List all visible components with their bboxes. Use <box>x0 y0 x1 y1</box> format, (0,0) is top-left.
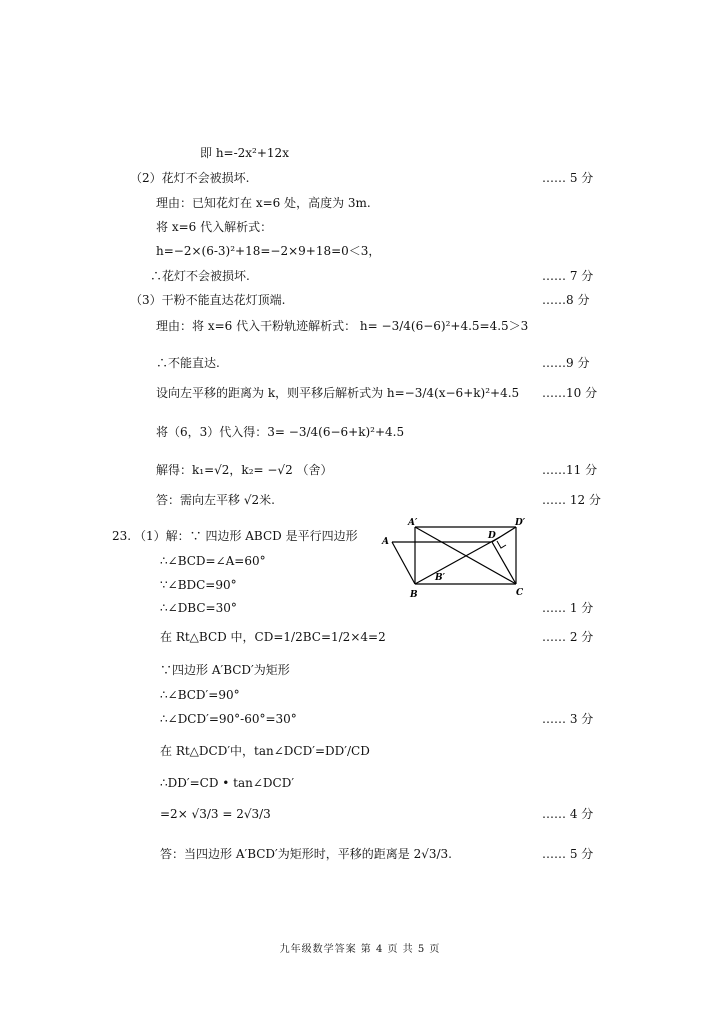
part3-reason-prefix: 理由：将 x=6 代入干粉轨迹解析式： <box>156 319 357 333</box>
label-C: C <box>516 588 524 598</box>
q23-number: 23. <box>112 529 132 543</box>
part3-shift-points: ……10 分 <box>542 386 598 400</box>
q23-step4: 在 Rt△BCD 中，CD=1/2BC=1/2×4=2 <box>160 630 386 644</box>
part3-solve: 解得：k₁=√2，k₂= −√2 （舍） <box>156 463 333 477</box>
q23-step3-points: …… 1 分 <box>542 601 594 615</box>
q23-step7-points: …… 3 分 <box>542 712 594 726</box>
line-h-expression-text: 即 h=-2x²+12x <box>200 146 289 160</box>
q23-step5: ∵四边形 A′BCD′为矩形 <box>160 663 290 677</box>
part2-substitute: 将 x=6 代入解析式： <box>156 220 273 234</box>
label-A-prime: A′ <box>408 518 418 528</box>
part3-answer: 答：需向左平移 √2米. <box>156 493 275 507</box>
q23-answer-points: …… 5 分 <box>542 847 594 861</box>
q23-intro: （1）解：∵ 四边形 ABCD 是平行四边形 <box>134 529 358 543</box>
part2-heading-points: …… 5 分 <box>542 171 594 185</box>
part3-reason <box>156 318 528 334</box>
q23-step4-points: …… 2 分 <box>542 630 594 644</box>
page-footer: 九年级数学答案 第 4 页 共 5 页 <box>279 944 441 955</box>
part3-sub: 将（6，3）代入得：3= −3/4(6−6+k)²+4.5 <box>156 425 405 439</box>
q23-step2: ∵∠BDC=90° <box>160 578 237 592</box>
geometry-figure <box>380 515 540 600</box>
label-A: A <box>382 537 389 547</box>
part3-shift: 设向左平移的距离为 k，则平移后解析式为 h=−3/4(x−6+k)²+4.5 <box>156 386 520 400</box>
part2-calc: h=−2×(6-3)²+18=−2×9+18=0＜3， <box>156 244 381 258</box>
part3-answer-points: …… 12 分 <box>542 493 601 507</box>
q23-step10: =2× √3/3 = 2√3/3 <box>160 807 271 821</box>
label-B-prime: B′ <box>435 573 445 583</box>
q23-answer: 答：当四边形 A′BCD′为矩形时，平移的距离是 2√3/3. <box>160 847 452 861</box>
part3-heading: （3）干粉不能直达花灯顶端. <box>130 293 286 307</box>
q23-step10-points: …… 4 分 <box>542 807 594 821</box>
part3-reason-expr: h= −3/4(6−6)²+4.5=4.5＞3 <box>359 319 529 333</box>
label-B: B <box>410 590 418 600</box>
segment-BD <box>415 537 500 584</box>
part3-solve-points: ……11 分 <box>542 463 598 477</box>
right-angle-mark <box>497 541 506 548</box>
part2-conclusion-points: …… 7 分 <box>542 269 594 283</box>
part2-heading: （2）花灯不会被损坏. <box>130 171 250 185</box>
q23-step7: ∴∠DCD′=90°-60°=30° <box>160 712 297 726</box>
line-h-expression <box>200 145 289 161</box>
part2-reason: 理由：已知花灯在 x=6 处，高度为 3m. <box>156 196 371 210</box>
q23-step3: ∴∠DBC=30° <box>160 601 237 615</box>
q23-step9: ∴DD′=CD • tan∠DCD′ <box>160 776 295 790</box>
segment-AB <box>392 542 415 584</box>
part2-conclusion: ∴花灯不会被损坏. <box>150 269 250 283</box>
q23-step6: ∴∠BCD′=90° <box>160 688 240 702</box>
q23-step8: 在 Rt△DCD′中，tan∠DCD′=DD′/CD <box>160 744 370 758</box>
label-D: D <box>488 531 496 541</box>
part3-heading-points: ……8 分 <box>542 293 590 307</box>
part3-cannot: ∴不能直达. <box>156 356 220 370</box>
label-D-prime: D′ <box>515 518 526 528</box>
q23-step1: ∴∠BCD=∠A=60° <box>160 554 266 568</box>
part3-cannot-points: ……9 分 <box>542 356 590 370</box>
